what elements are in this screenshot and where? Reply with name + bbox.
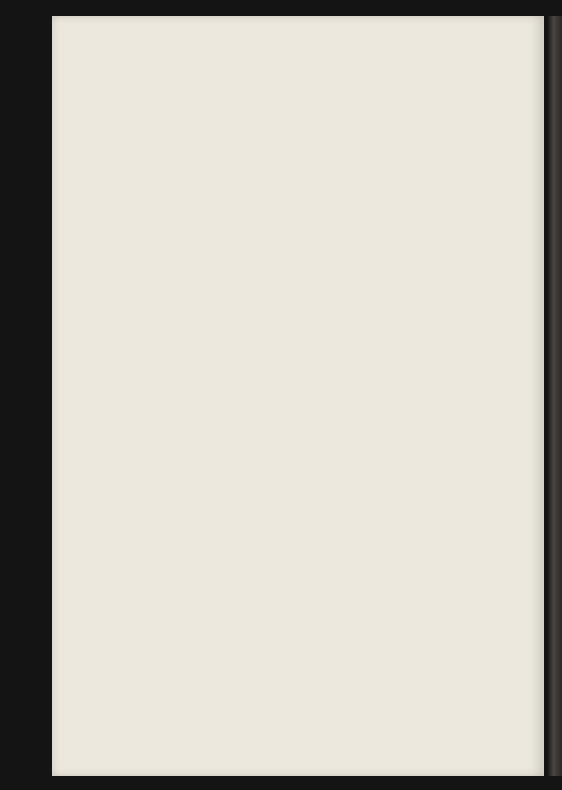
page-content (52, 0, 544, 790)
book-edge (548, 16, 562, 776)
